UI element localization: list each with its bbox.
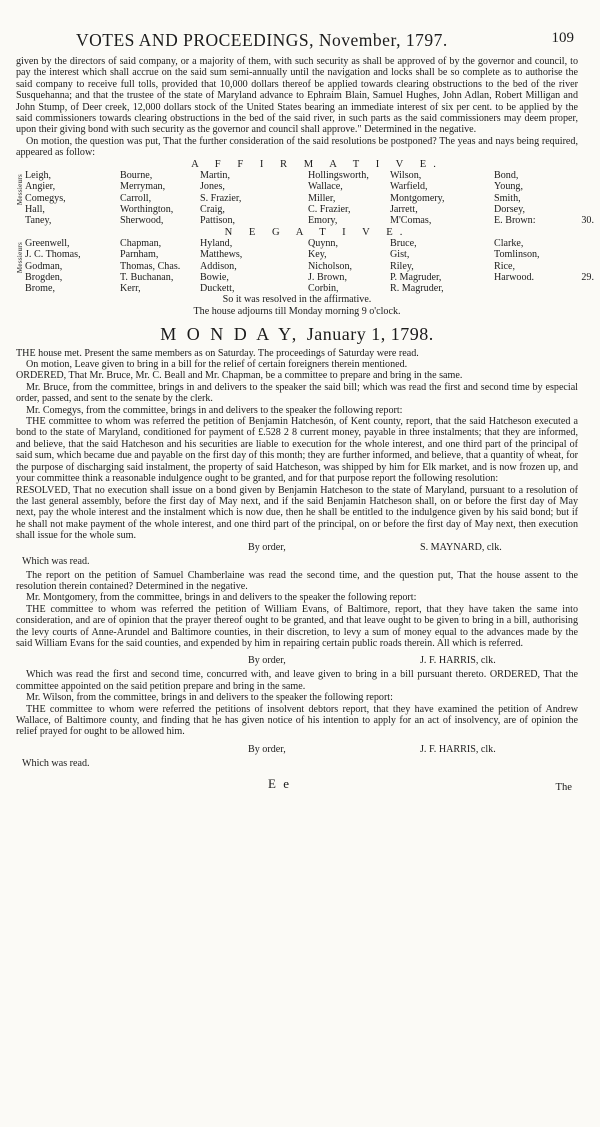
member-name: Smith, — [494, 192, 521, 204]
member-name: S. Frazier, — [200, 192, 242, 204]
member-name: Hall, — [25, 203, 45, 215]
member-name: P. Magruder, — [390, 271, 442, 283]
vote-list — [16, 158, 594, 318]
negative-group — [16, 237, 594, 295]
vote-tally: 30. — [581, 215, 594, 227]
member-name: Wallace, — [308, 181, 343, 193]
clerk-signature: J. F. HARRIS, clk. — [420, 655, 496, 667]
which-was-read: Which was read. — [22, 555, 90, 567]
signature-mark: E e — [268, 775, 291, 791]
member-name: Comegys, — [25, 192, 66, 204]
member-name: Martin, — [200, 170, 230, 182]
signature-line — [16, 655, 578, 669]
day-name: M O N D A Y, — [160, 323, 300, 344]
vote-tally — [568, 261, 594, 272]
vote-tally — [568, 204, 594, 215]
by-order: By order, — [248, 541, 286, 553]
vote-tally — [568, 170, 594, 181]
member-name: Taney, — [25, 215, 52, 227]
member-name: R. Magruder, — [390, 283, 444, 295]
vote-tally — [568, 283, 594, 294]
member-name: Brome, — [25, 283, 55, 295]
member-name: Jones, — [200, 181, 225, 193]
clerk-signature: S. MAYNARD, clk. — [420, 541, 502, 553]
member-name: Montgomery, — [390, 192, 445, 204]
paragraph: THE house met. Present the same members as on Saturday. The proceedings of Saturday were read. — [16, 347, 419, 359]
paragraph: Which was read the first and second time, concurred with, and leave given to bring in a bill pursuant thereto. ORDERED, That the committee appointed on the said petition prepare and bring in the same. — [16, 669, 578, 692]
paragraph: Mr. Montgomery, from the committee, brings in and delivers to the speaker the following report: — [26, 592, 417, 604]
vote-tally — [568, 193, 594, 204]
member-name: Warfield, — [390, 181, 428, 193]
member-name: T. Buchanan, — [120, 271, 174, 283]
by-order: By order, — [248, 655, 286, 667]
running-title: VOTES AND PROCEEDINGS, November, 1797. — [76, 30, 448, 50]
member-name: Clarke, — [494, 237, 524, 249]
messieurs-label: Messieurs — [16, 174, 24, 206]
member-name: C. Frazier, — [308, 203, 351, 215]
member-name: Hollingsworth, — [308, 170, 369, 182]
affirmative-group — [16, 170, 594, 227]
member-name: Bond, — [494, 170, 519, 182]
which-was-read: Which was read. — [22, 757, 90, 769]
paragraph: Mr. Comegys, from the committee, brings in and delivers to the speaker the following report: — [26, 404, 403, 416]
member-name: Dorsey, — [494, 203, 526, 215]
member-name: Worthington, — [120, 203, 174, 215]
member-name: Sherwood, — [120, 215, 164, 227]
paragraph: On motion, Leave given to bring in a bill for the relief of certain foreigners therein mentioned. — [26, 359, 408, 371]
by-order: By order, — [248, 743, 286, 755]
member-name: Young, — [494, 181, 523, 193]
member-name: Bruce, — [390, 237, 417, 249]
member-name: Thomas, Chas. — [120, 260, 181, 272]
clerk-signature: J. F. HARRIS, clk. — [420, 743, 496, 755]
vote-tally — [568, 238, 594, 249]
member-name: Rice, — [494, 260, 516, 272]
negative-names — [25, 237, 594, 295]
member-name: Godman, — [25, 260, 63, 272]
paragraph: On motion, the question was put, That the further consideration of the said resolutions be postponed? The yeas and nays being required, appeared as follow: — [16, 135, 578, 159]
member-name: J. Brown, — [308, 271, 347, 283]
vote-tally — [568, 249, 594, 260]
member-name: E. Brown: — [494, 215, 536, 227]
member-name: Wilson, — [390, 170, 422, 182]
member-name: Corbin, — [308, 283, 339, 295]
member-name: Riley, — [390, 260, 414, 272]
read-line — [16, 758, 578, 772]
read-line — [16, 556, 578, 570]
member-name: Carroll, — [120, 192, 152, 204]
member-name: Jarrett, — [390, 203, 418, 215]
messieurs-label: Messieurs — [16, 241, 24, 274]
member-name: Pattison, — [200, 215, 236, 227]
member-name: Gist, — [390, 249, 410, 261]
paragraph: ORDERED, That Mr. Bruce, Mr. C. Beall and Mr. Chapman, be a committee to prepare and bring in the same. — [16, 370, 463, 382]
member-name — [494, 283, 568, 294]
member-name: Harwood. — [494, 271, 535, 283]
day-heading — [16, 324, 578, 344]
paragraph: given by the directors of said company, or a majority of them, with such security as shall be approved of by the governor and council, to pay the interest which shall accrue on the said sum semi-annually until the navigation and locks shall be so complete as to authorise the said company to receive full tolls, provided that 10,000 dollars thereof be applied towards clearing obstructions to the bed of the river Susquehanna; and that the trustee of the state of Maryland advance to Ephraim Blain, Samuel Hughes, John Adlan, Robert Milligan and John Stump, of Deer creek, 12,000 dollars stock of the United States bearing an immediate interest of six per cent. to be applied by the said commissioners towards clearing obstructions in the bed of the said river, in such parts as the said commissioners may deem proper, upon their giving bond with such security as the governor and council shall approve." Determined in the negative. — [16, 56, 578, 136]
member-name: Nicholson, — [308, 260, 353, 272]
member-name: Brogden, — [25, 271, 63, 283]
paragraph: THE committee to whom was referred the petition of William Evans, of Baltimore, report, that they have taken the same into consideration, and are of opinion that the prayer thereof ought to be granted, and that leave ought to be given to bring in a bill, authorising the levy courts of Anne-Arundel and Baltimore counties, in their discretion, to levy a sum of money equal to the advances made by the said William Evans for the said counties, and expended by him in repairing certain public roads therein. All which is referred. — [16, 603, 578, 649]
paragraph: THE committee to whom was referred the petition of Benjamin Hatchesón, of Kent county, report, that the said Hatcheson executed a bond to the state of Maryland, conditioned for payment of £.528 2 8 current money, payable in three instalments; that they are informed, and believe, that the said Hatcheson and his securities are liable to execution for the whole interest, and one third part of the principal of said sum, which became due and payable on the first day of this month; they are further informed, and believe, that a quantity of wheat, for the purpose of discharging said instalment, the property of said Hatcheson, was shipped by him for Elk market, and is now frozen up, and your committee think a reasonable indulgence ought to be granted, and for that purpose report the following resolution: — [16, 416, 578, 485]
member-name: Bourne, — [120, 170, 153, 182]
member-name: Emory, — [308, 215, 338, 227]
paragraph: RESOLVED, That no execution shall issue on a bond given by Benjamin Hatcheson to the state of Maryland, pursuant to a resolution of the last general assembly, before the first day of May next, and if the said Benjamin Hatcheson shall, on or before the first day of May next, pay the whole interest and the instalment which is now due, then he shall be entitled to the indulgence given by his said bond; but if he shall not make payment of the whole interest, and one third part of the principal, on or before the first day of May next, then execution shall issue for the whole sum. — [16, 484, 578, 542]
catchword: The — [555, 781, 572, 793]
member-name: Matthews, — [200, 249, 243, 261]
signature-line — [16, 744, 578, 758]
page-number: 109 — [551, 30, 574, 46]
member-name: Angier, — [25, 181, 56, 193]
member-name: J. C. Thomas, — [25, 249, 81, 261]
member-name: Greenwell, — [25, 237, 70, 249]
member-name: Kerr, — [120, 283, 141, 295]
affirmative-names — [25, 170, 594, 227]
paragraph: THE committee to whom were referred the petitions of insolvent debtors report, that they have examined the petition of Andrew Wallace, of Baltimore county, and finding that he has given notice of his intention to apply for an act of insolvency, are of opinion the relief prayed for ought to be allowed him. — [16, 703, 578, 738]
affirmative-heading: A F F I R M A T I V E. — [191, 158, 443, 170]
signature-line — [16, 542, 578, 556]
negative-heading: N E G A T I V E. — [224, 226, 410, 238]
running-head — [16, 30, 578, 56]
paragraph: Mr. Bruce, from the committee, brings in and delivers to the speaker the said bill; which was read the first and second time by especial order, passed, and sent to the senate by the clerk. — [16, 381, 578, 405]
member-name: Key, — [308, 249, 327, 261]
member-name: Hyland, — [200, 237, 233, 249]
day-date: January 1, 1798. — [306, 323, 434, 344]
adjourn-line: The house adjourns till Monday morning 9 o'clock. — [193, 306, 401, 318]
paragraph: Mr. Wilson, from the committee, brings in and delivers to the speaker the following report: — [26, 692, 393, 704]
member-name: Bowie, — [200, 271, 229, 283]
member-name: Tomlinson, — [494, 249, 540, 261]
vote-tally — [568, 181, 594, 192]
member-name: Leigh, — [25, 170, 52, 182]
member-name: Duckett, — [200, 283, 235, 295]
member-name: M'Comas, — [390, 215, 432, 227]
vote-tally: 29. — [581, 271, 594, 283]
member-name: Quynn, — [308, 237, 339, 249]
member-name: Chapman, — [120, 237, 162, 249]
member-name: Parnham, — [120, 249, 159, 261]
page-footer — [16, 776, 578, 796]
member-name: Addison, — [200, 260, 237, 272]
member-name: Miller, — [308, 192, 336, 204]
member-name: Craig, — [200, 203, 225, 215]
paragraph: The report on the petition of Samuel Chamberlaine was read the second time, and the question put, That the house assent to the resolution therein contained? Determined in the negative. — [16, 569, 578, 592]
resolved-line: So it was resolved in the affirmative. — [222, 294, 372, 306]
member-name: Merryman, — [120, 181, 166, 193]
